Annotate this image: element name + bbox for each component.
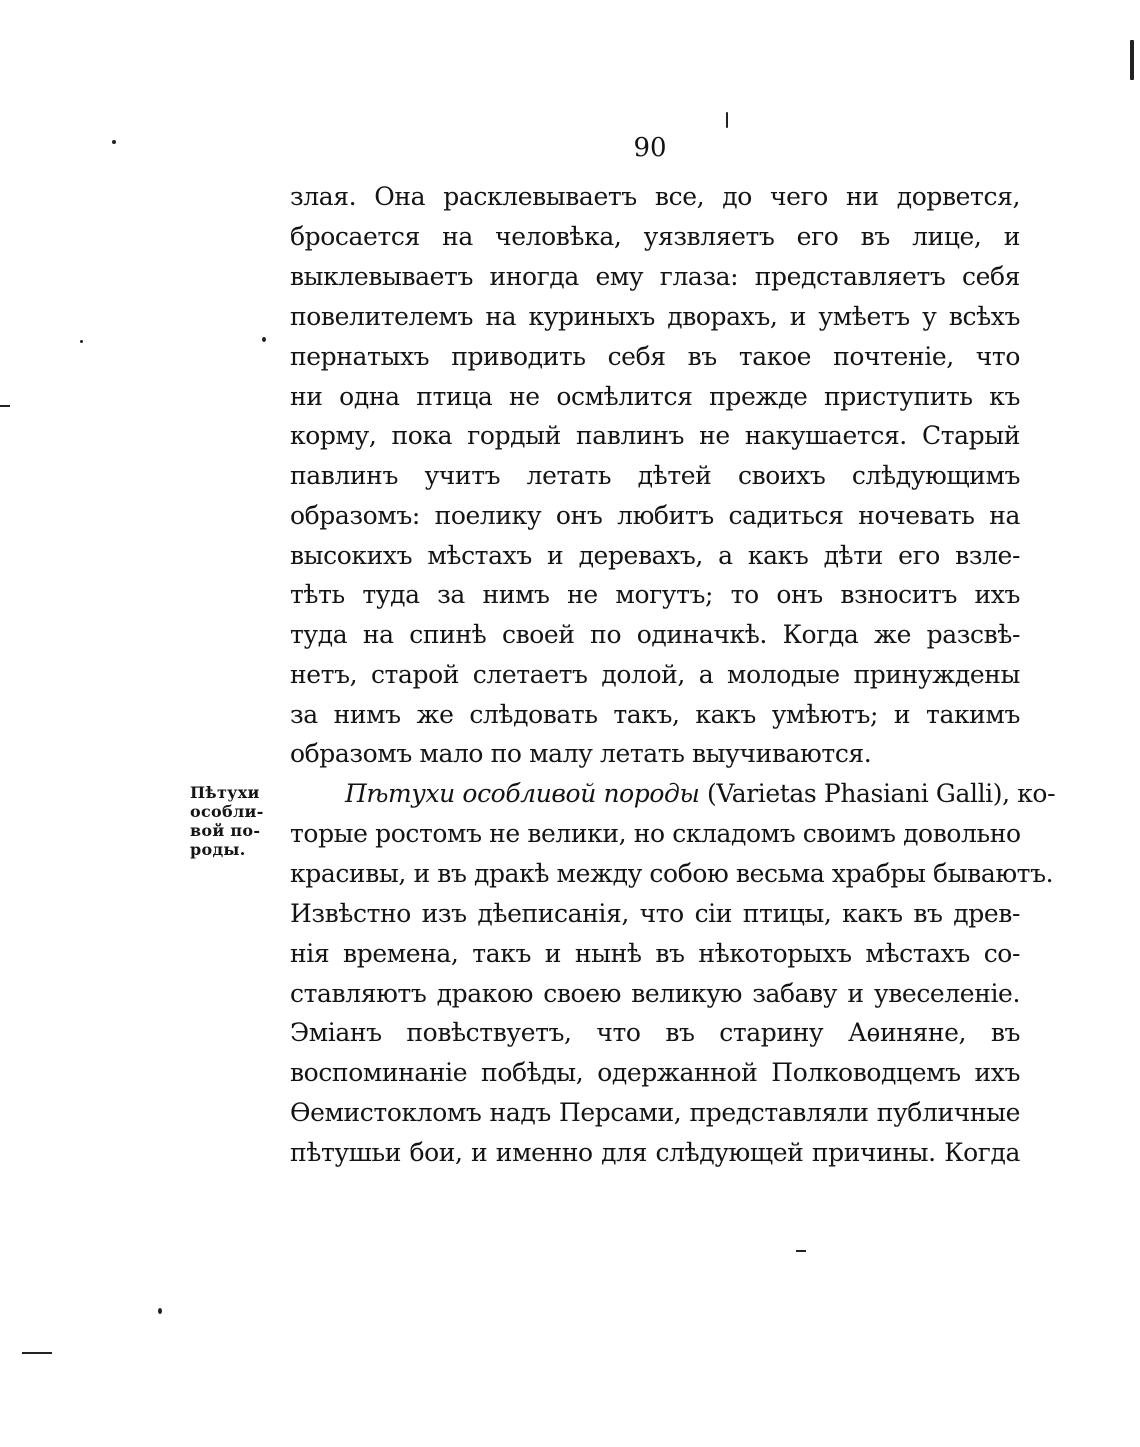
text-line: пѣтушьи бои, и именно для слѣдующей причины. Когда bbox=[290, 1138, 1020, 1167]
scan-speck bbox=[112, 140, 116, 144]
text-line: Ѳемистокломъ надъ Персами, представляли публичные bbox=[290, 1098, 1020, 1127]
marginal-note-line: особли- bbox=[190, 802, 264, 821]
text-line: бросается на человѣка, уязвляетъ его въ лице, и bbox=[290, 222, 1020, 251]
marginal-note bbox=[190, 783, 290, 859]
text-line: тѣть туда за нимъ не могутъ; то онъ взноситъ ихъ bbox=[290, 580, 1020, 609]
text-line: злая. Она расклевываетъ все, до чего ни дорвется, bbox=[290, 182, 1020, 211]
text-line: нія времена, такъ и нынѣ въ нѣкоторыхъ мѣстахъ со- bbox=[290, 939, 1020, 968]
marginal-note-line: вой по- bbox=[190, 821, 261, 840]
text-line: образомъ: поелику онъ любитъ садиться ночевать на bbox=[290, 501, 1020, 530]
text-line: нетъ, старой слетаетъ долой, а молодые принуждены bbox=[290, 660, 1020, 689]
text-line: корму, пока гордый павлинъ не накушается. Старый bbox=[290, 421, 1020, 450]
text-line bbox=[345, 774, 1056, 814]
text-line: воспоминаніе побѣды, одержанной Полководцемъ ихъ bbox=[290, 1058, 1020, 1087]
text-line: ни одна птица не осмѣлится прежде приступить къ bbox=[290, 382, 1020, 411]
marginal-note-line: роды. bbox=[190, 840, 246, 859]
text-line: Эміанъ повѣствуетъ, что въ старину Аѳиняне, въ bbox=[290, 1018, 1020, 1047]
scan-speck bbox=[1130, 40, 1134, 80]
scan-dash bbox=[796, 1250, 806, 1252]
text-line: пернатыхъ приводить себя въ такое почтеніе, что bbox=[290, 342, 1020, 371]
text-line: павлинъ учитъ летать дѣтей своихъ слѣдующимъ bbox=[290, 461, 1020, 490]
text-line: образомъ мало по малу летать выучиваются. bbox=[290, 739, 872, 768]
text-line: торые ростомъ не велики, но складомъ своимъ довольно bbox=[290, 819, 1021, 848]
scan-speck bbox=[158, 1308, 162, 1314]
scan-dash bbox=[22, 1352, 52, 1354]
page-number: 90 bbox=[633, 133, 667, 163]
scan-speck bbox=[262, 337, 266, 342]
text-span: (Varietas Phasiani Galli), ко- bbox=[699, 779, 1056, 808]
scan-speck bbox=[80, 340, 83, 343]
text-line: ставляютъ дракою своею великую забаву и увеселеніе. bbox=[290, 979, 1020, 1008]
text-line: повелителемъ на куриныхъ дворахъ, и умѣетъ у всѣхъ bbox=[290, 302, 1020, 331]
italic-heading: Пѣтухи особливой породы bbox=[345, 779, 700, 808]
scan-speck bbox=[726, 112, 728, 128]
text-line: выклевываетъ иногда ему глаза: представляетъ себя bbox=[290, 262, 1020, 291]
text-line: за нимъ же слѣдовать такъ, какъ умѣютъ; и такимъ bbox=[290, 700, 1020, 729]
scan-dash bbox=[0, 405, 10, 407]
marginal-note-line: Пѣтухи bbox=[190, 783, 260, 802]
text-line: туда на спинѣ своей по одиначкѣ. Когда же разсвѣ- bbox=[290, 620, 1020, 649]
text-line: высокихъ мѣстахъ и деревахъ, а какъ дѣти его взле- bbox=[290, 541, 1020, 570]
text-line: Извѣстно изъ дѣеписанія, что сіи птицы, какъ въ древ- bbox=[290, 899, 1020, 928]
text-line: красивы, и въ дракѣ между собою весьма храбры бываютъ. bbox=[290, 859, 1054, 888]
